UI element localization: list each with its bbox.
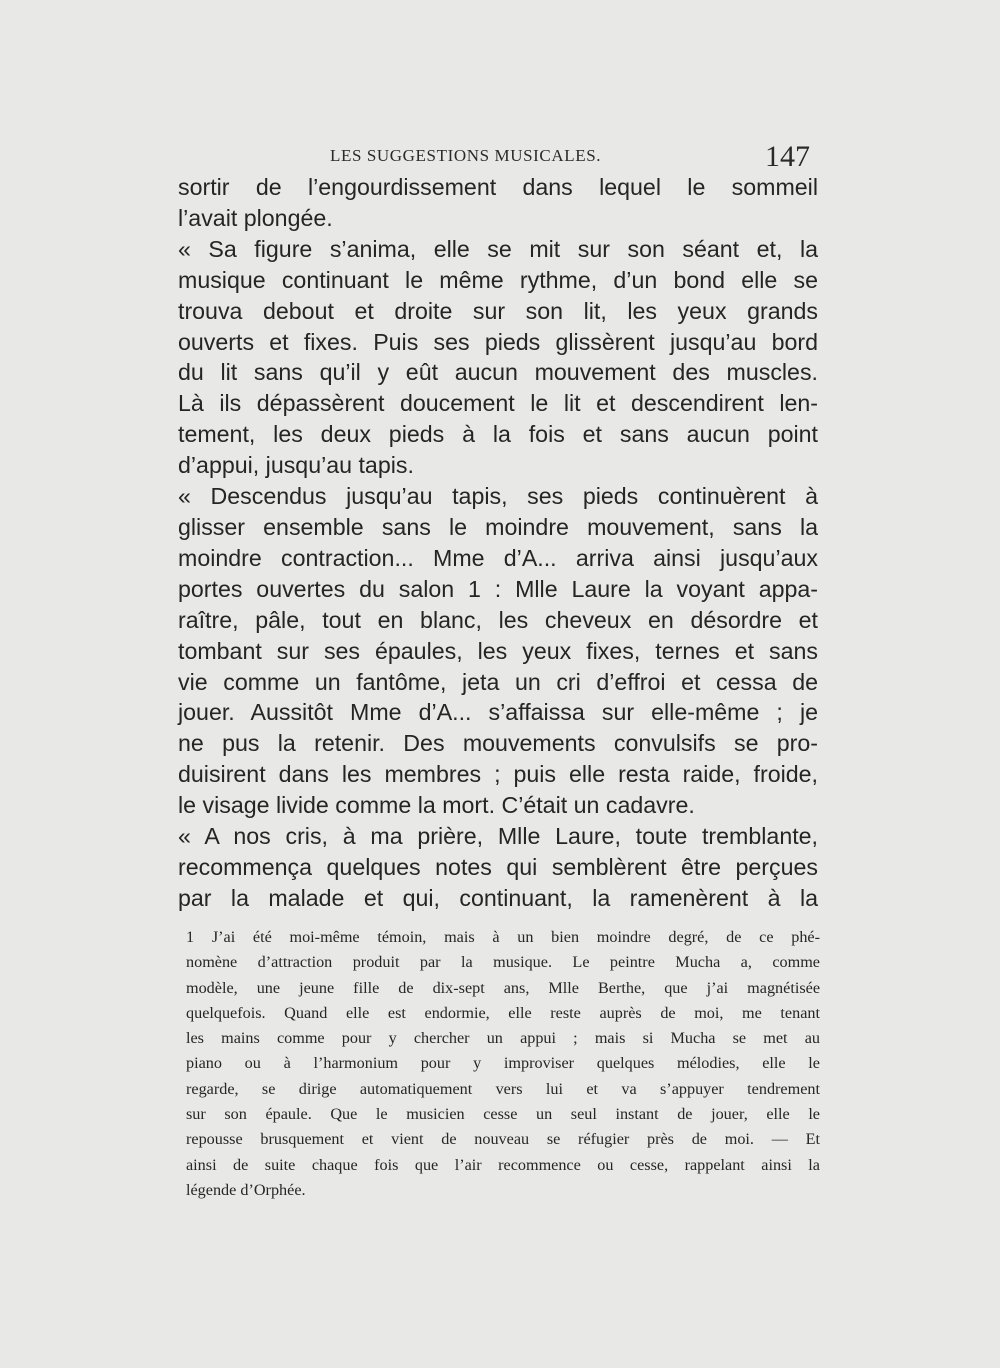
footnote-line: ainsi de suite chaque fois que l’air recommence ou cesse, rappelant ainsi la xyxy=(186,1155,820,1174)
footnote-line: repousse brusquement et vient de nouveau se réfugier près de moi. — Et xyxy=(186,1130,820,1149)
footnote-line: piano ou à l’harmonium pour y improviser quelques mélodies, elle le xyxy=(186,1054,820,1073)
body-line: musique continuant le même rythme, d’un bond elle se xyxy=(178,266,818,293)
body-line: raître, pâle, tout en blanc, les cheveux en désordre et xyxy=(178,606,818,633)
body-line: glisser ensemble sans le moindre mouvement, sans la xyxy=(178,513,818,540)
body-line: vie comme un fantôme, jeta un cri d’effroi et cessa de xyxy=(178,668,818,695)
body-text xyxy=(178,172,818,914)
body-line: du lit sans qu’il y eût aucun mouvement des muscles. xyxy=(178,359,818,386)
footnote-line: regarde, se dirige automatiquement vers lui et va s’appuyer tendrement xyxy=(186,1079,820,1098)
body-line: trouva debout et droite sur son lit, les yeux grands xyxy=(178,297,818,324)
footnote-line: modèle, une jeune fille de dix-sept ans, Mlle Berthe, que j’ai magnétisée xyxy=(186,978,820,997)
body-line: portes ouvertes du salon 1 : Mlle Laure la voyant appa- xyxy=(178,575,818,602)
body-line: sortir de l’engourdissement dans lequel le sommeil xyxy=(178,174,818,200)
footnote-line: quelquefois. Quand elle est endormie, elle reste auprès de moi, me tenant xyxy=(186,1003,820,1022)
footnote-line: sur son épaule. Que le musicien cesse un seul instant de jouer, elle le xyxy=(186,1105,820,1124)
body-line: moindre contraction... Mme d’A... arriva ainsi jusqu’aux xyxy=(178,544,818,571)
body-line: « Descendus jusqu’au tapis, ses pieds continuèrent à xyxy=(178,483,818,510)
running-title: LES SUGGESTIONS MUSICALES. xyxy=(330,146,602,165)
body-line: tombant sur ses épaules, les yeux fixes, ternes et sans xyxy=(178,637,818,664)
body-line: jouer. Aussitôt Mme d’A... s’affaissa sur elle-même ; je xyxy=(178,699,818,726)
footnotes xyxy=(186,925,820,1203)
body-line: ne pus la retenir. Des mouvements convulsifs se pro- xyxy=(178,730,818,757)
body-line: l’avait plongée. xyxy=(178,204,333,231)
body-line: « A nos cris, à ma prière, Mlle Laure, toute tremblante, xyxy=(178,823,818,850)
body-line: Là ils dépassèrent doucement le lit et descendirent len- xyxy=(178,390,818,417)
body-line: par la malade et qui, continuant, la ramenèrent à la xyxy=(178,884,818,911)
body-line: « Sa figure s’anima, elle se mit sur son séant et, la xyxy=(178,235,818,262)
body-line: d’appui, jusqu’au tapis. xyxy=(178,452,414,479)
page-number: 147 xyxy=(765,140,810,173)
body-line: duisirent dans les membres ; puis elle resta raide, froide, xyxy=(178,761,818,788)
body-line: tement, les deux pieds à la fois et sans aucun point xyxy=(178,421,818,448)
body-line: le visage livide comme la mort. C’était un cadavre. xyxy=(178,792,695,819)
body-line: ouverts et fixes. Puis ses pieds glissèrent jusqu’au bord xyxy=(178,328,818,355)
footnote-line: les mains comme pour y chercher un appui ; mais si Mucha se met au xyxy=(186,1029,820,1048)
footnote-line: nomène d’attraction produit par la musique. Le peintre Mucha a, comme xyxy=(186,953,820,972)
footnote-line: 1 J’ai été moi-même témoin, mais à un bien moindre degré, de ce phé- xyxy=(186,928,820,946)
body-line: recommença quelques notes qui semblèrent être perçues xyxy=(178,853,818,880)
footnote-line: légende d’Orphée. xyxy=(186,1180,306,1199)
